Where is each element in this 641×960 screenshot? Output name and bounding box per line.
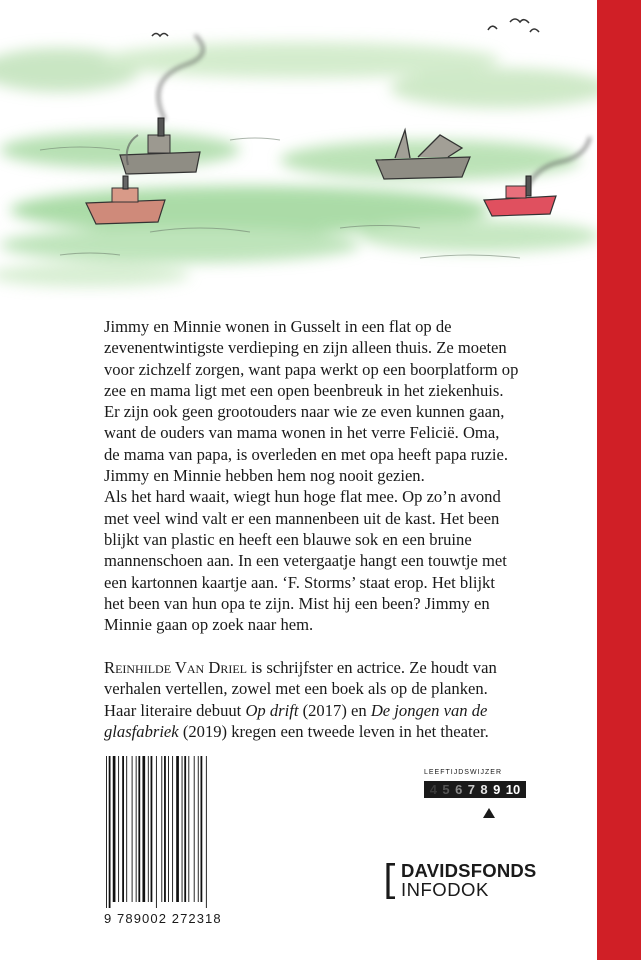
author-name: Reinhilde Van Driel [104,658,248,677]
age-number: 4 [429,782,437,797]
blurb-line: het been van hun opa te zijn. Mist hij een been? Jimmy en [104,593,490,613]
blurb-line: de mama van papa, is overleden en met opa heeft papa ruzie. [104,444,509,464]
age-number: 7 [467,782,475,797]
harbor-illustration [0,0,597,300]
age-guide-label: LEEFTIJDSWIJZER [424,769,503,776]
age-number: 6 [455,782,463,797]
book-title: glasfabriek [104,721,179,741]
barcode [104,756,244,908]
blurb-line: zee en mama ligt met een open beenbreuk in het ziekenhuis. [104,380,504,400]
blurb-line: Als het hard waait, wiegt hun hoge flat mee. Op zo’n avond [104,487,501,507]
age-pointer-icon [483,808,495,818]
age-number: 5 [442,782,450,797]
publisher-name-line1: DAVIDSFONDS [401,860,537,881]
publisher-bracket-icon [386,863,397,899]
blurb-line: zevenentwintigste verdieping en zijn alleen thuis. Ze moeten [104,338,507,358]
blurb-line: Jimmy en Minnie hebben hem nog nooit gezien. [104,466,425,486]
blurb-line: met veel wind valt er een mannenbeen uit de kast. Het been [104,508,500,528]
blurb-line: voor zichzelf zorgen, want papa werkt op een boorplatform op [104,359,519,379]
blurb-line: mannenschoen aan. In een vetergaatje hangt een touwtje met [104,551,507,571]
author-bio: Reinhilde Van Driel is schrijfster en actrice. Ze houdt van verhalen vertellen, zowel met een boek als op de planken. Haar literaire debuut Op drift (2017) en De jongen van de glasfabriek (2019) kregen een tweede leven in het theater. [104,658,497,741]
blurb-line: Er zijn ook geen grootouders naar wie ze even kunnen gaan, [104,402,505,422]
blurb-line: want de ouders van mama wonen in het verre Feliciё. Oma, [104,423,500,443]
age-number: 8 [480,782,488,797]
age-number: 10 [505,782,521,797]
publisher-logo [386,861,536,899]
blurb-text [104,316,584,635]
age-guide-scale [424,781,526,798]
blurb-line: een kartonnen kaartje aan. ‘F. Storms’ staat erop. Het blijkt [104,572,495,592]
book-title: Op drift [245,700,299,720]
isbn-number: 9 789002 272318 [104,911,222,926]
blurb-line: blijkt van plastic en heeft een blauwe sok en een bruine [104,529,472,549]
blurb-line: Jimmy en Minnie wonen in Gusselt in een flat op de [104,317,452,336]
publisher-name-line2: INFODOK [401,879,489,900]
blurb-line: Minnie gaan op zoek naar hem. [104,615,314,635]
book-title: De jongen van de [370,700,488,720]
spine-red-band [597,0,641,960]
age-number-highlighted: 9 [493,782,501,797]
